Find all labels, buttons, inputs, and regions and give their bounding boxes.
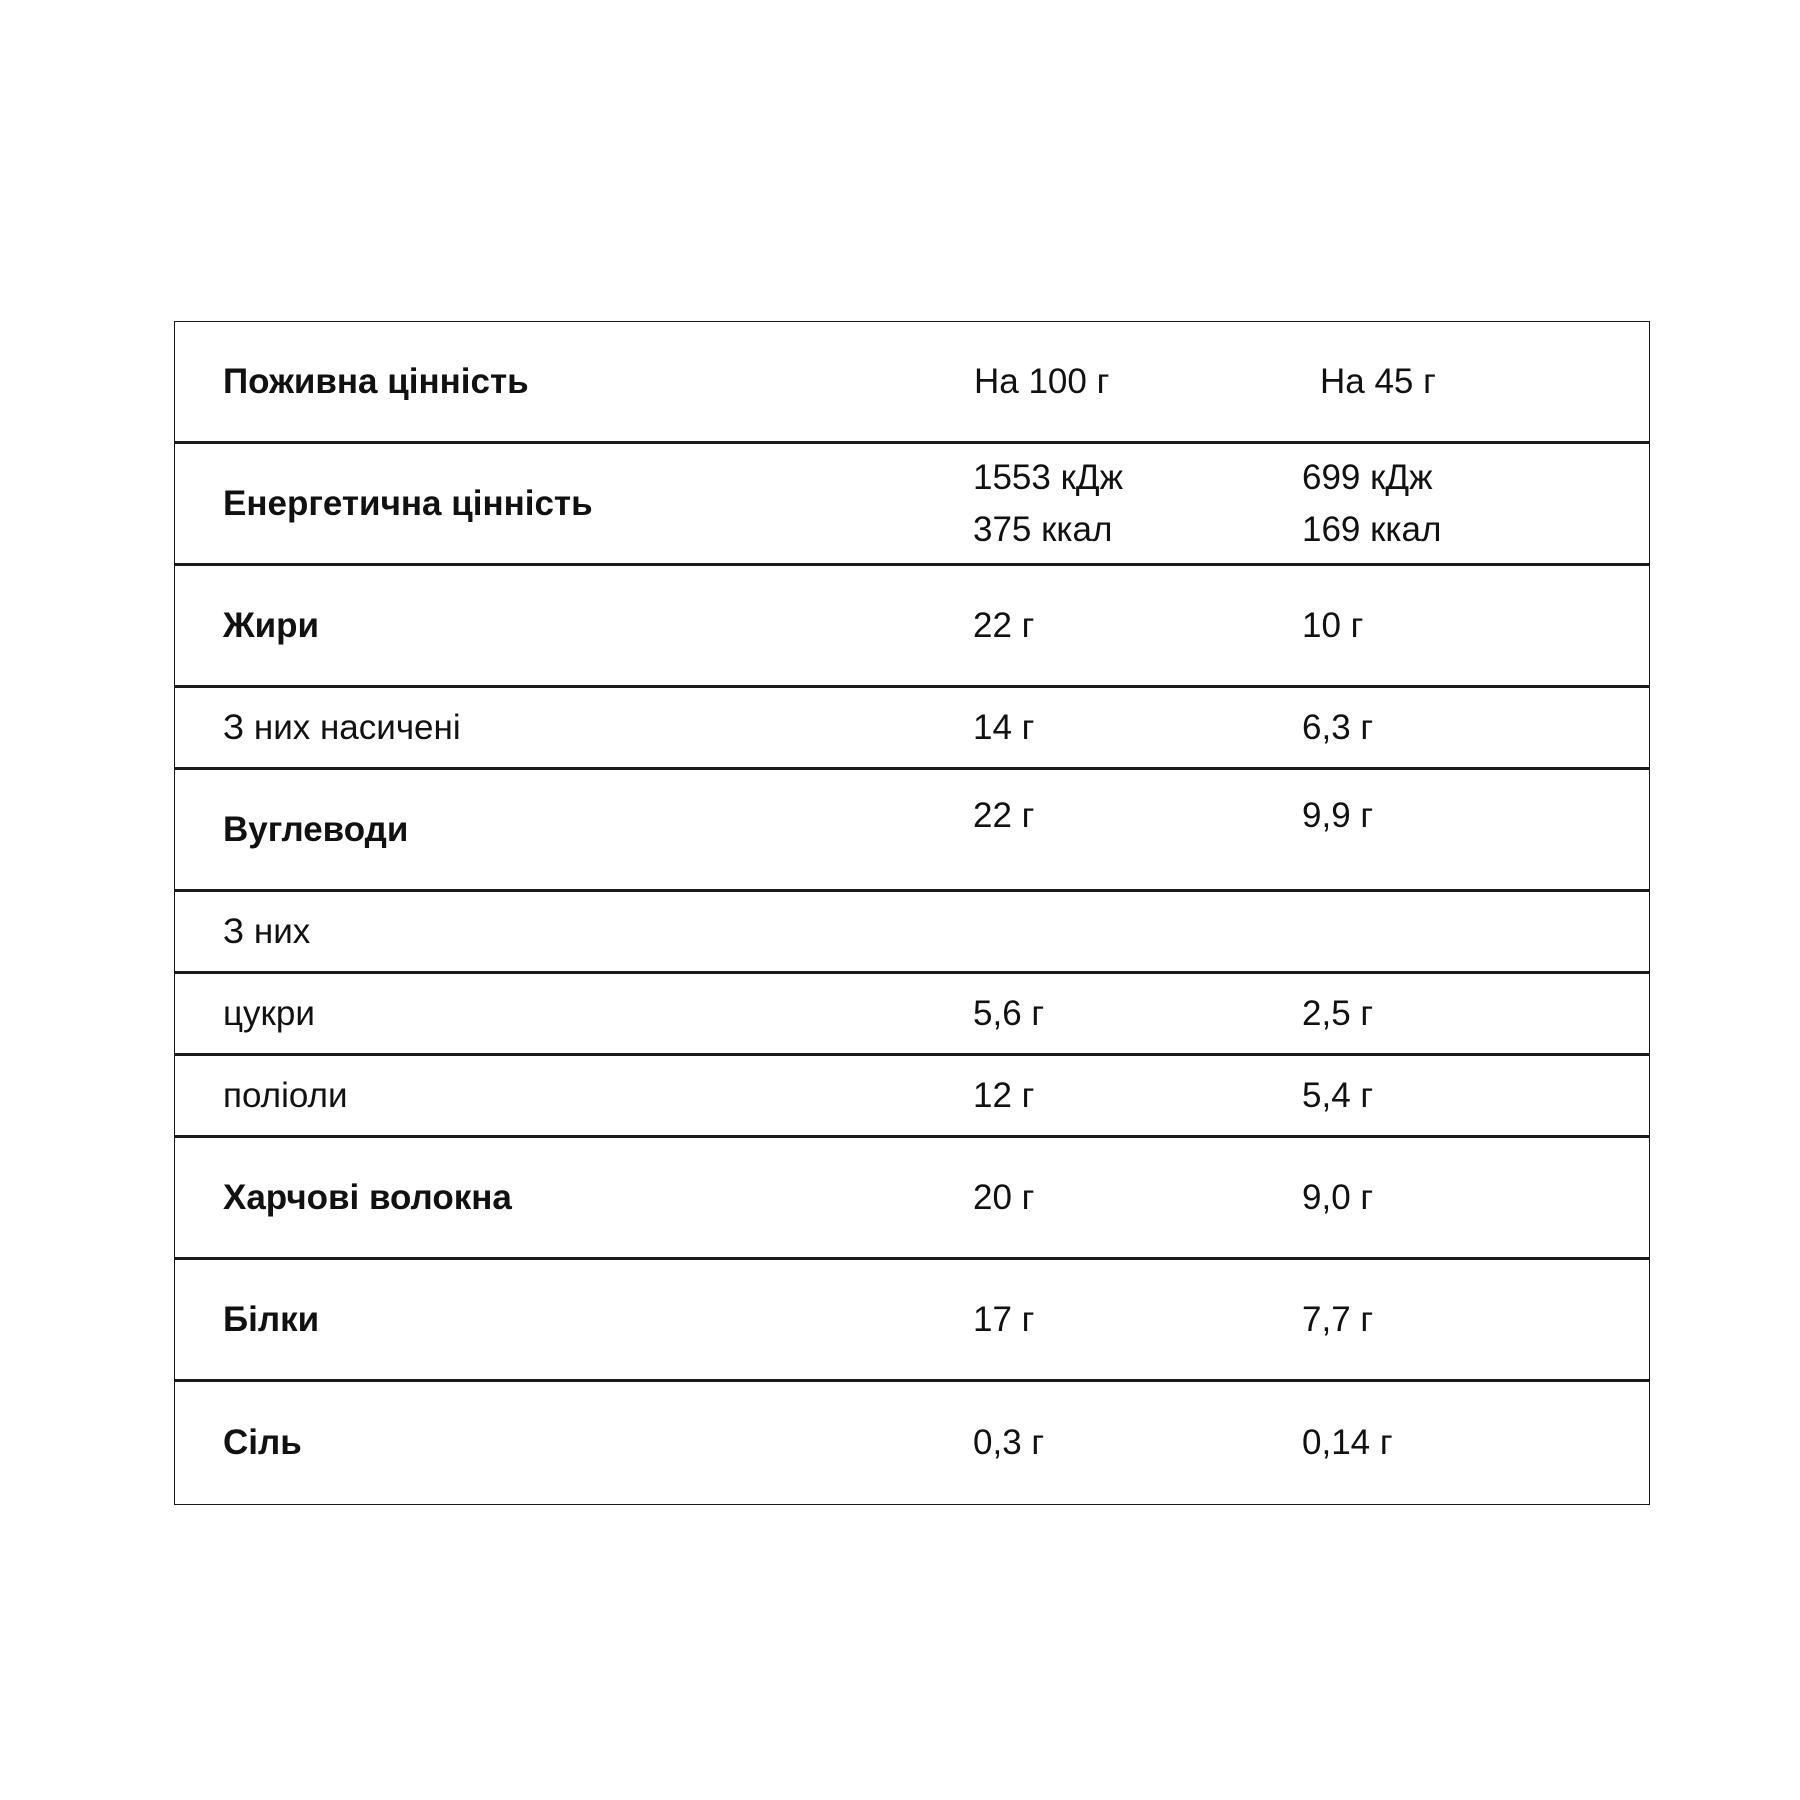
value-per-100g: 22 г	[973, 605, 1035, 645]
value-per-45g: 5,4 г	[1302, 1075, 1374, 1115]
header-per-100g: На 100 г	[974, 361, 1110, 401]
value-per-45g: 2,5 г	[1302, 993, 1374, 1033]
value-per-100g	[973, 444, 1123, 563]
table-row-sugars	[175, 974, 1649, 1056]
table-row-energy	[175, 444, 1649, 566]
table-row-fats	[175, 566, 1649, 688]
value-per-45g: 7,7 г	[1302, 1299, 1374, 1339]
row-label: Сіль	[223, 1423, 302, 1462]
table-row-of-which	[175, 892, 1649, 974]
nutrition-table	[174, 321, 1650, 1505]
header-per-45g: На 45 г	[1320, 361, 1436, 401]
table-row-carbohydrates	[175, 770, 1649, 892]
row-label: З них	[223, 911, 311, 951]
value-per-45g: 10 г	[1302, 605, 1364, 645]
table-header-row	[175, 322, 1649, 444]
value-per-45g	[1302, 444, 1441, 563]
value-per-100g: 14 г	[973, 707, 1035, 747]
header-label: Поживна цінність	[223, 361, 529, 401]
value-per-100g: 5,6 г	[973, 993, 1045, 1033]
row-label: поліоли	[223, 1075, 348, 1115]
row-label: Енергетична цінність	[223, 483, 593, 523]
value-per-100g: 12 г	[973, 1075, 1035, 1115]
value-per-45g: 9,0 г	[1302, 1177, 1374, 1217]
value-per-45g: 6,3 г	[1302, 707, 1374, 747]
row-label: Харчові волокна	[223, 1177, 512, 1217]
table-row-protein	[175, 1260, 1649, 1382]
value-per-45g: 9,9 г	[1302, 796, 1374, 835]
row-label: Білки	[223, 1299, 320, 1339]
row-label: цукри	[223, 993, 315, 1033]
table-row-polyols	[175, 1056, 1649, 1138]
energy-kj-100g: 1553 кДж	[973, 457, 1124, 497]
value-per-45g: 0,14 г	[1302, 1423, 1393, 1462]
table-row-fiber	[175, 1138, 1649, 1260]
energy-kcal-100g: 375 ккал	[973, 509, 1113, 549]
energy-kcal-45g: 169 ккал	[1302, 509, 1442, 549]
value-per-100g: 17 г	[973, 1299, 1035, 1339]
row-label: Вуглеводи	[223, 809, 409, 849]
value-per-100g: 20 г	[973, 1177, 1035, 1217]
table-row-saturated	[175, 688, 1649, 770]
value-per-100g: 22 г	[973, 796, 1035, 835]
energy-kj-45g: 699 кДж	[1302, 457, 1433, 497]
table-row-salt	[175, 1382, 1649, 1504]
row-label: З них насичені	[223, 707, 461, 747]
row-label: Жири	[223, 605, 320, 645]
value-per-100g: 0,3 г	[973, 1423, 1045, 1462]
